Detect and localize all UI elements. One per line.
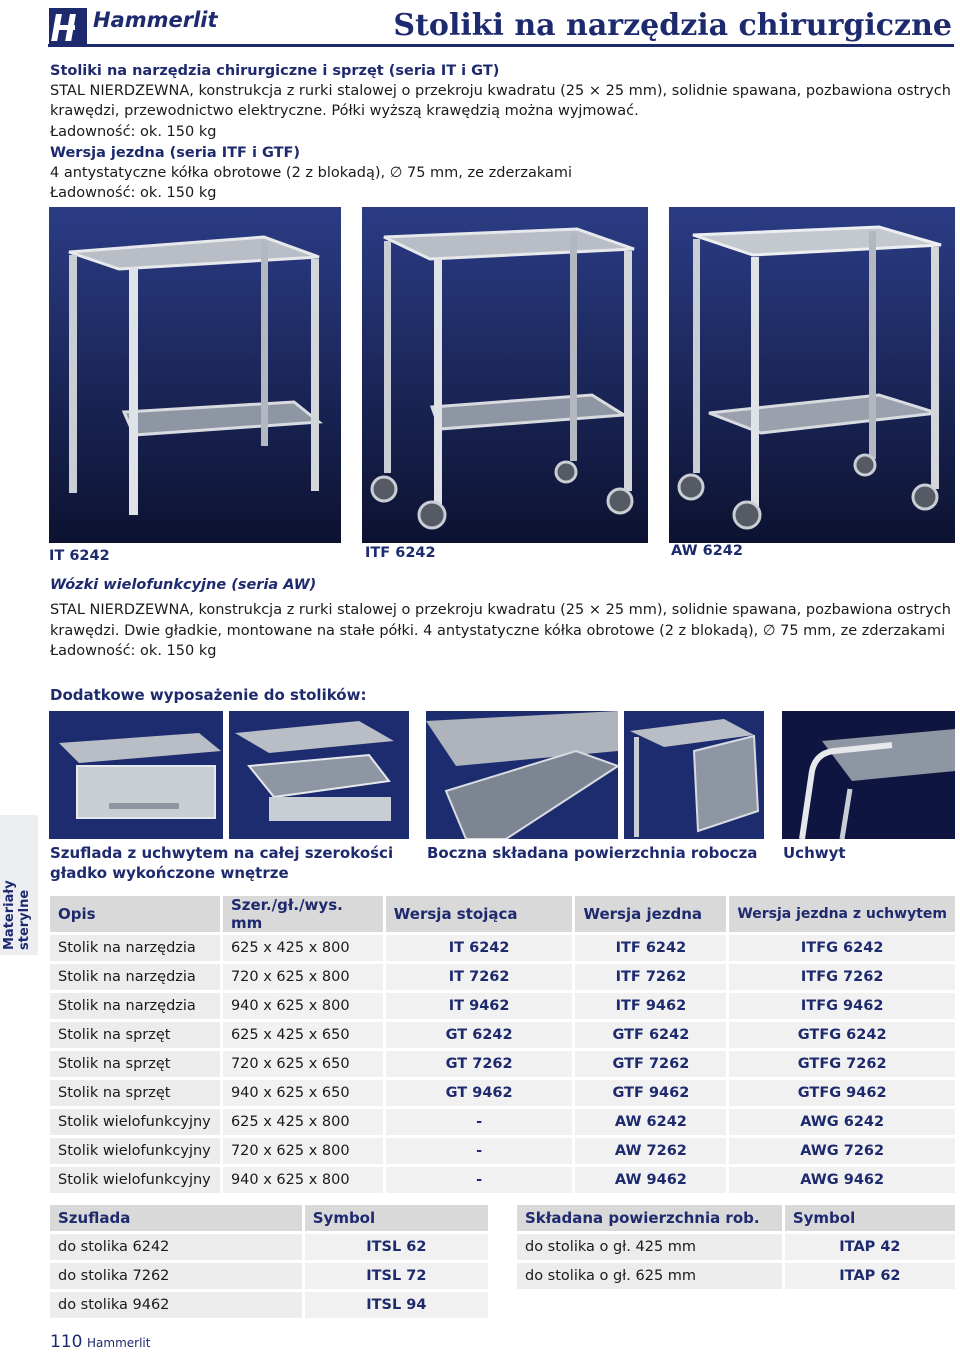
intro-heading: Stoliki na narzędzia chirurgiczne i sprzęt (seria IT i GT) <box>50 63 500 79</box>
table-cell: ITF 6242 <box>575 935 726 961</box>
table-cell: ITSL 62 <box>305 1234 488 1260</box>
surface-header-name: Składana powierzchnia rob. <box>517 1205 782 1231</box>
photo-side-surface-2 <box>624 711 764 839</box>
table-cell: GTF 7262 <box>575 1051 726 1077</box>
header-dimensions: Szer./gł./wys. mm <box>223 896 383 932</box>
mobile-capacity: Ładowność: ok. 150 kg <box>50 185 217 201</box>
photo-side-surface-1 <box>426 711 618 839</box>
page-title: Stoliki na narzędzia chirurgiczne <box>393 8 952 43</box>
table-cell: 940 x 625 x 800 <box>223 993 383 1019</box>
table-cell: AW 9462 <box>575 1167 726 1193</box>
multi-line-1: STAL NIERDZEWNA, konstrukcja z rurki stalowej o przekroju kwadratu (25 × 25 mm), solidnie spawana, pozbawiona ostrych <box>50 602 951 618</box>
table-row <box>50 993 955 1019</box>
table-cell: 625 x 425 x 800 <box>223 1109 383 1135</box>
table-cell: do stolika 9462 <box>50 1292 302 1318</box>
table-cell: do stolika 6242 <box>50 1234 302 1260</box>
table-cell: ITFG 6242 <box>729 935 955 961</box>
mobile-version-heading: Wersja jezdna (seria ITF i GTF) <box>50 145 301 161</box>
table-cell: ITFG 7262 <box>729 964 955 990</box>
table-row <box>50 935 955 961</box>
table-cell: IT 7262 <box>386 964 573 990</box>
header-standing: Wersja stojąca <box>386 896 573 932</box>
table-cell: Stolik na sprzęt <box>50 1051 220 1077</box>
table-cell: 720 x 625 x 800 <box>223 964 383 990</box>
table-row <box>50 1051 955 1077</box>
caption-itf-6242: ITF 6242 <box>365 545 436 561</box>
drawer-table <box>47 1202 491 1321</box>
table-cell: 720 x 625 x 650 <box>223 1051 383 1077</box>
photo-drawer-open <box>229 711 409 839</box>
table-row <box>50 1234 488 1260</box>
table-cell: 940 x 625 x 800 <box>223 1167 383 1193</box>
table-cell: Stolik na narzędzia <box>50 993 220 1019</box>
header-mobile: Wersja jezdna <box>575 896 726 932</box>
photo-it-6242 <box>49 207 341 543</box>
table-cell: GTF 9462 <box>575 1080 726 1106</box>
table-cell: ITF 7262 <box>575 964 726 990</box>
surface-table <box>514 1202 958 1292</box>
table-cell: GTFG 7262 <box>729 1051 955 1077</box>
brand-logo-text: Hammerlit <box>93 8 218 32</box>
side-tab-line-1: Materiały <box>2 880 17 950</box>
table-cell: AW 7262 <box>575 1138 726 1164</box>
logo-mark <box>49 8 87 46</box>
intro-line-1: STAL NIERDZEWNA, konstrukcja z rurki stalowej o przekroju kwadratu (25 × 25 mm), solidnie spawana, pozbawiona ostrych <box>50 83 951 99</box>
photo-itf-6242 <box>362 207 648 543</box>
photo-aw-6242 <box>669 207 955 543</box>
table-cell: do stolika o gł. 425 mm <box>517 1234 782 1260</box>
table-cell: - <box>386 1167 573 1193</box>
table-cell: Stolik wielofunkcyjny <box>50 1138 220 1164</box>
table-cell: 625 x 425 x 800 <box>223 935 383 961</box>
table-cell: IT 9462 <box>386 993 573 1019</box>
table-cell: AWG 9462 <box>729 1167 955 1193</box>
table-cell: ITAP 42 <box>785 1234 955 1260</box>
table-row <box>50 964 955 990</box>
table-cell: ITFG 9462 <box>729 993 955 1019</box>
table-cell: - <box>386 1109 573 1135</box>
table-row <box>50 1022 955 1048</box>
caption-it-6242: IT 6242 <box>49 548 110 564</box>
surface-header-symbol: Symbol <box>785 1205 955 1231</box>
table-row <box>50 1109 955 1135</box>
table-row <box>50 1263 488 1289</box>
mobile-casters-text: 4 antystatyczne kółka obrotowe (2 z blokadą), ∅ 75 mm, ze zderzakami <box>50 165 573 181</box>
header-rule <box>48 44 954 47</box>
table-cell: GTF 6242 <box>575 1022 726 1048</box>
photo-handle <box>782 711 955 839</box>
table-row <box>50 1167 955 1193</box>
caption-handle: Uchwyt <box>783 844 846 862</box>
table-cell: Stolik na narzędzia <box>50 964 220 990</box>
table-cell: IT 6242 <box>386 935 573 961</box>
intro-capacity: Ładowność: ok. 150 kg <box>50 124 217 140</box>
footer-brand: Hammerlit <box>87 1336 151 1350</box>
table-cell: AWG 7262 <box>729 1138 955 1164</box>
table-cell: Stolik na narzędzia <box>50 935 220 961</box>
table-cell: Stolik na sprzęt <box>50 1080 220 1106</box>
table-cell: AWG 6242 <box>729 1109 955 1135</box>
products-table-header <box>50 896 955 932</box>
drawer-header-name: Szuflada <box>50 1205 302 1231</box>
table-cell: ITF 9462 <box>575 993 726 1019</box>
table-cell: - <box>386 1138 573 1164</box>
table-cell: Stolik na sprzęt <box>50 1022 220 1048</box>
table-cell: GTFG 9462 <box>729 1080 955 1106</box>
table-cell: ITSL 72 <box>305 1263 488 1289</box>
side-tab-line-2: sterylne <box>17 889 32 950</box>
table-row <box>50 1292 488 1318</box>
caption-drawer-2: gładko wykończone wnętrze <box>50 864 289 882</box>
header-mobile-handle: Wersja jezdna z uchwytem <box>729 896 955 932</box>
surface-table-header <box>517 1205 955 1231</box>
table-row <box>517 1234 955 1260</box>
table-cell: GT 9462 <box>386 1080 573 1106</box>
caption-side-surface: Boczna składana powierzchnia robocza <box>427 844 758 862</box>
table-cell: do stolika 7262 <box>50 1263 302 1289</box>
table-cell: Stolik wielofunkcyjny <box>50 1167 220 1193</box>
table-cell: 625 x 425 x 650 <box>223 1022 383 1048</box>
page-number: 110 <box>50 1332 83 1352</box>
multi-heading: Wózki wielofunkcyjne (seria AW) <box>50 577 317 593</box>
table-cell: GT 7262 <box>386 1051 573 1077</box>
table-cell: ITSL 94 <box>305 1292 488 1318</box>
table-row <box>517 1263 955 1289</box>
caption-drawer-1: Szuflada z uchwytem na całej szerokości <box>50 844 394 862</box>
photo-drawer-closed <box>49 711 223 839</box>
header-description: Opis <box>50 896 220 932</box>
table-row <box>50 1080 955 1106</box>
table-row <box>50 1138 955 1164</box>
multi-line-2: krawędzi. Dwie gładkie, montowane na stałe półki. 4 antystatyczne kółka obrotowe (2 z blokadą), ∅ 75 mm, ze zderzakami <box>50 623 946 639</box>
caption-aw-6242: AW 6242 <box>671 543 743 559</box>
table-cell: ITAP 62 <box>785 1263 955 1289</box>
table-cell: 940 x 625 x 650 <box>223 1080 383 1106</box>
table-cell: GT 6242 <box>386 1022 573 1048</box>
accessories-heading: Dodatkowe wyposażenie do stolików: <box>50 686 367 704</box>
multi-capacity: Ładowność: ok. 150 kg <box>50 643 217 659</box>
drawer-table-header <box>50 1205 488 1231</box>
table-cell: Stolik wielofunkcyjny <box>50 1109 220 1135</box>
drawer-header-symbol: Symbol <box>305 1205 488 1231</box>
intro-line-2: krawędzi, przewodnictwo elektryczne. Półki wyższą krawędzią można wyjmować. <box>50 103 639 119</box>
table-cell: GTFG 6242 <box>729 1022 955 1048</box>
table-cell: do stolika o gł. 625 mm <box>517 1263 782 1289</box>
table-cell: AW 6242 <box>575 1109 726 1135</box>
products-table <box>47 893 958 1196</box>
side-tab-label <box>2 880 32 950</box>
table-cell: 720 x 625 x 800 <box>223 1138 383 1164</box>
